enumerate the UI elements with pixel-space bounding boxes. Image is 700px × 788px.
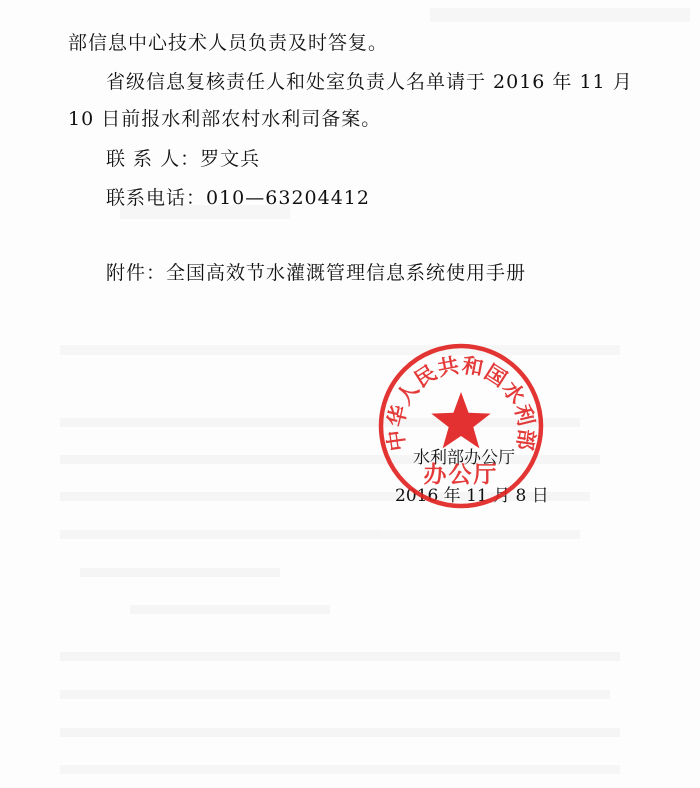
body-line-3: 10 日前报水利部农村水利司备案。	[68, 108, 382, 130]
body-line-1: 部信息中心技术人员负责及时答复。	[68, 32, 389, 54]
contact-person: 联 系 人：罗文兵	[106, 148, 261, 170]
star-icon	[431, 392, 490, 448]
contact-phone: 联系电话：010—63204412	[106, 187, 370, 209]
seal-bottom-text: 办公厅	[423, 462, 499, 488]
seal-arc-text: 中华人民共和国水利部	[383, 353, 539, 453]
attachment-line: 附件：全国高效节水灌溉管理信息系统使用手册	[106, 262, 527, 284]
signature-date: 2016 年 11 月 8 日	[395, 486, 549, 506]
body-line-2: 省级信息复核责任人和处室负责人名单请于 2016 年 11 月	[106, 71, 633, 93]
svg-text:中华人民共和国水利部	[383, 353, 539, 452]
signature-organization: 水利部办公厅	[413, 448, 515, 468]
